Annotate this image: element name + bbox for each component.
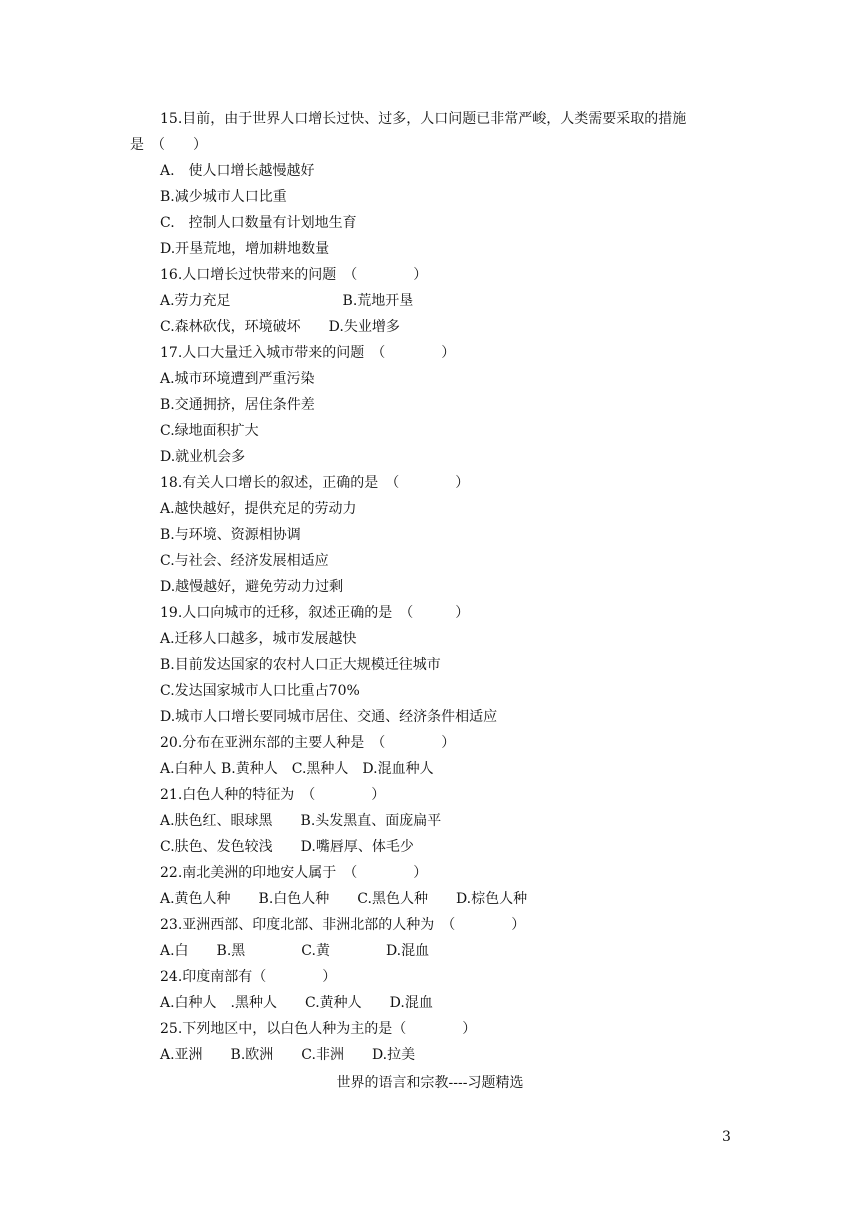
options-16-cd: C.森林砍伐，环境破坏 D.失业增多 [160, 319, 400, 335]
page-number: 3 [722, 1129, 731, 1145]
question-20: 20.分布在亚洲东部的主要人种是 （ ） [160, 735, 456, 751]
options-25: A.亚洲 B.欧洲 C.非洲 D.拉美 [160, 1047, 416, 1063]
option-19-a: A.迁移人口越多，城市发展越快 [160, 631, 357, 647]
option-17-d: D.就业机会多 [160, 449, 246, 465]
option-18-b: B.与环境、资源相协调 [160, 527, 301, 543]
section-title: 世界的语言和宗教----习题精选 [336, 1075, 524, 1091]
option-15-d: D.开垦荒地，增加耕地数量 [160, 241, 330, 257]
option-18-c: C.与社会、经济发展相适应 [160, 553, 329, 569]
question-24: 24.印度南部有（ ） [160, 969, 337, 985]
question-23: 23.亚洲西部、印度北部、非洲北部的人种为 （ ） [160, 917, 526, 933]
question-16: 16.人口增长过快带来的问题 （ ） [160, 267, 428, 283]
option-15-c: C. 控制人口数量有计划地生育 [160, 215, 357, 231]
question-19: 19.人口向城市的迁移，叙述正确的是 （ ） [160, 605, 470, 621]
options-23: A.白 B.黑 C.黄 D.混血 [160, 943, 430, 959]
question-25: 25.下列地区中，以白色人种为主的是（ ） [160, 1021, 477, 1037]
question-15-stem: 15.目前，由于世界人口增长过快、过多，人口问题已非常严峻，人类需要采取的措施 [160, 111, 687, 127]
question-22: 22.南北美洲的印地安人属于 （ ） [160, 865, 428, 881]
options-16-ab: A.劳力充足 B.荒地开垦 [160, 293, 414, 309]
option-18-a: A.越快越好，提供充足的劳动力 [160, 501, 357, 517]
options-20: A.白种人 B.黄种人 C.黑种人 D.混血种人 [160, 761, 434, 777]
question-21: 21.白色人种的特征为 （ ） [160, 787, 386, 803]
options-21-ab: A.肤色红、眼球黑 B.头发黑直、面庞扁平 [160, 813, 442, 829]
options-21-cd: C.肤色、发色较浅 D.嘴唇厚、体毛少 [160, 839, 414, 855]
option-19-c: C.发达国家城市人口比重占70% [160, 683, 360, 699]
option-19-d: D.城市人口增长要同城市居住、交通、经济条件相适应 [160, 709, 498, 725]
option-15-b: B.减少城市人口比重 [160, 189, 287, 205]
options-22: A.黄色人种 B.白色人种 C.黑色人种 D.棕色人种 [160, 891, 528, 907]
question-15-cont: 是 （ ） [130, 137, 207, 153]
option-15-a: A. 使人口增长越慢越好 [160, 163, 315, 179]
option-18-d: D.越慢越好，避免劳动力过剩 [160, 579, 344, 595]
question-18: 18.有关人口增长的叙述，正确的是 （ ） [160, 475, 470, 491]
option-17-b: B.交通拥挤，居住条件差 [160, 397, 315, 413]
option-19-b: B.目前发达国家的农村人口正大规模迁往城市 [160, 657, 441, 673]
options-24: A.白种人 .黑种人 C.黄种人 D.混血 [160, 995, 433, 1011]
option-17-a: A.城市环境遭到严重污染 [160, 371, 315, 387]
question-17: 17.人口大量迁入城市带来的问题 （ ） [160, 345, 456, 361]
option-17-c: C.绿地面积扩大 [160, 423, 259, 439]
